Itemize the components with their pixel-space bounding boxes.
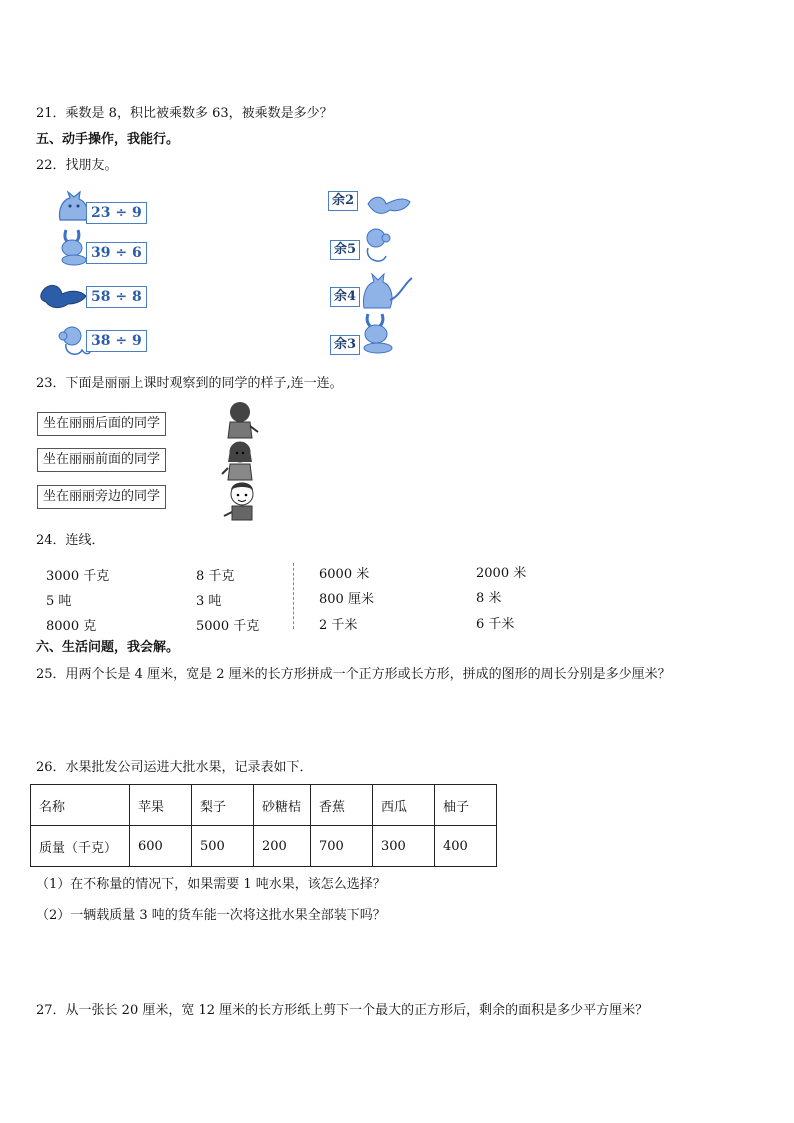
seat-label-front: 坐在丽丽前面的同学 bbox=[37, 448, 166, 472]
student-back-icon bbox=[222, 400, 262, 440]
question-26-part-2: （2）一辆载质量 3 吨的货车能一次将这批水果全部装下吗？ bbox=[36, 908, 386, 923]
table-cell: 700 bbox=[311, 826, 373, 867]
division-expression: 23 ÷ 9 bbox=[86, 202, 147, 224]
table-header-cell: 苹果 bbox=[130, 785, 192, 826]
seat-label-beside: 坐在丽丽旁边的同学 bbox=[37, 485, 166, 509]
division-expression: 38 ÷ 9 bbox=[86, 330, 147, 352]
question-23: 23．下面是丽丽上课时观察到的同学的样子,连一连。 bbox=[36, 376, 343, 391]
table-cell: 500 bbox=[192, 826, 254, 867]
table-cell: 200 bbox=[254, 826, 311, 867]
unit-item: 8000 克 bbox=[46, 619, 97, 634]
unit-item: 8 千克 bbox=[196, 569, 235, 584]
unit-item: 2000 米 bbox=[476, 566, 527, 581]
table-cell: 300 bbox=[373, 826, 435, 867]
division-expression: 58 ÷ 8 bbox=[86, 286, 147, 308]
table-header-cell: 梨子 bbox=[192, 785, 254, 826]
division-expression: 39 ÷ 6 bbox=[86, 242, 147, 264]
divider-line bbox=[293, 563, 294, 629]
unit-item: 2 千米 bbox=[319, 618, 358, 633]
table-header-cell: 西瓜 bbox=[373, 785, 435, 826]
remainder-label-4: 余3 bbox=[330, 335, 360, 355]
question-26: 26．水果批发公司运进大批水果，记录表如下． bbox=[36, 760, 313, 775]
monkey-icon bbox=[360, 226, 394, 266]
table-cell: 400 bbox=[435, 826, 497, 867]
section-5-heading: 五、动手操作，我能行。 bbox=[36, 132, 180, 147]
question-24: 24．连线． bbox=[36, 533, 105, 548]
squirrel-icon bbox=[40, 282, 92, 312]
unit-item: 3 吨 bbox=[196, 594, 222, 609]
table-cell: 质量（千克） bbox=[31, 826, 130, 867]
table-cell: 600 bbox=[130, 826, 192, 867]
question-26-part-1: （1）在不称量的情况下，如果需要 1 吨水果，该怎么选择？ bbox=[36, 877, 386, 892]
table-header-cell: 柚子 bbox=[435, 785, 497, 826]
remainder-label-3: 余4 bbox=[330, 287, 360, 307]
remainder-label-1: 余2 bbox=[328, 191, 358, 211]
unit-item: 8 米 bbox=[476, 591, 502, 606]
remainder-label-2: 余5 bbox=[330, 240, 360, 260]
table-row bbox=[31, 826, 497, 867]
unit-item: 5 吨 bbox=[46, 594, 72, 609]
squirrel-icon bbox=[366, 190, 414, 216]
table-row bbox=[31, 785, 497, 826]
fruit-table bbox=[30, 784, 497, 867]
question-22: 22．找朋友。 bbox=[36, 158, 118, 173]
table-header-cell: 香蕉 bbox=[311, 785, 373, 826]
section-6-heading: 六、生活问题，我会解。 bbox=[36, 640, 180, 655]
seat-label-behind: 坐在丽丽后面的同学 bbox=[37, 412, 166, 436]
student-boy-icon bbox=[224, 480, 264, 522]
question-27: 27．从一张长 20 厘米，宽 12 厘米的长方形纸上剪下一个最大的正方形后，剩余的面积是多少平方厘米？ bbox=[36, 1003, 649, 1018]
unit-item: 800 厘米 bbox=[319, 592, 374, 607]
question-25: 25．用两个长是 4 厘米，宽是 2 厘米的长方形拼成一个正方形或长方形，拼成的图形的周长分别是多少厘米？ bbox=[36, 667, 671, 682]
unit-item: 6 千米 bbox=[476, 617, 515, 632]
question-21: 21．乘数是 8，积比被乘数多 63，被乘数是多少？ bbox=[36, 106, 333, 121]
table-header-cell: 砂糖桔 bbox=[254, 785, 311, 826]
table-header-cell: 名称 bbox=[31, 785, 130, 826]
unit-item: 6000 米 bbox=[319, 567, 370, 582]
rabbit-icon bbox=[356, 312, 400, 354]
unit-item: 3000 千克 bbox=[46, 569, 110, 584]
student-girl-icon bbox=[222, 440, 262, 482]
cat-icon bbox=[360, 270, 416, 310]
unit-item: 5000 千克 bbox=[196, 619, 260, 634]
